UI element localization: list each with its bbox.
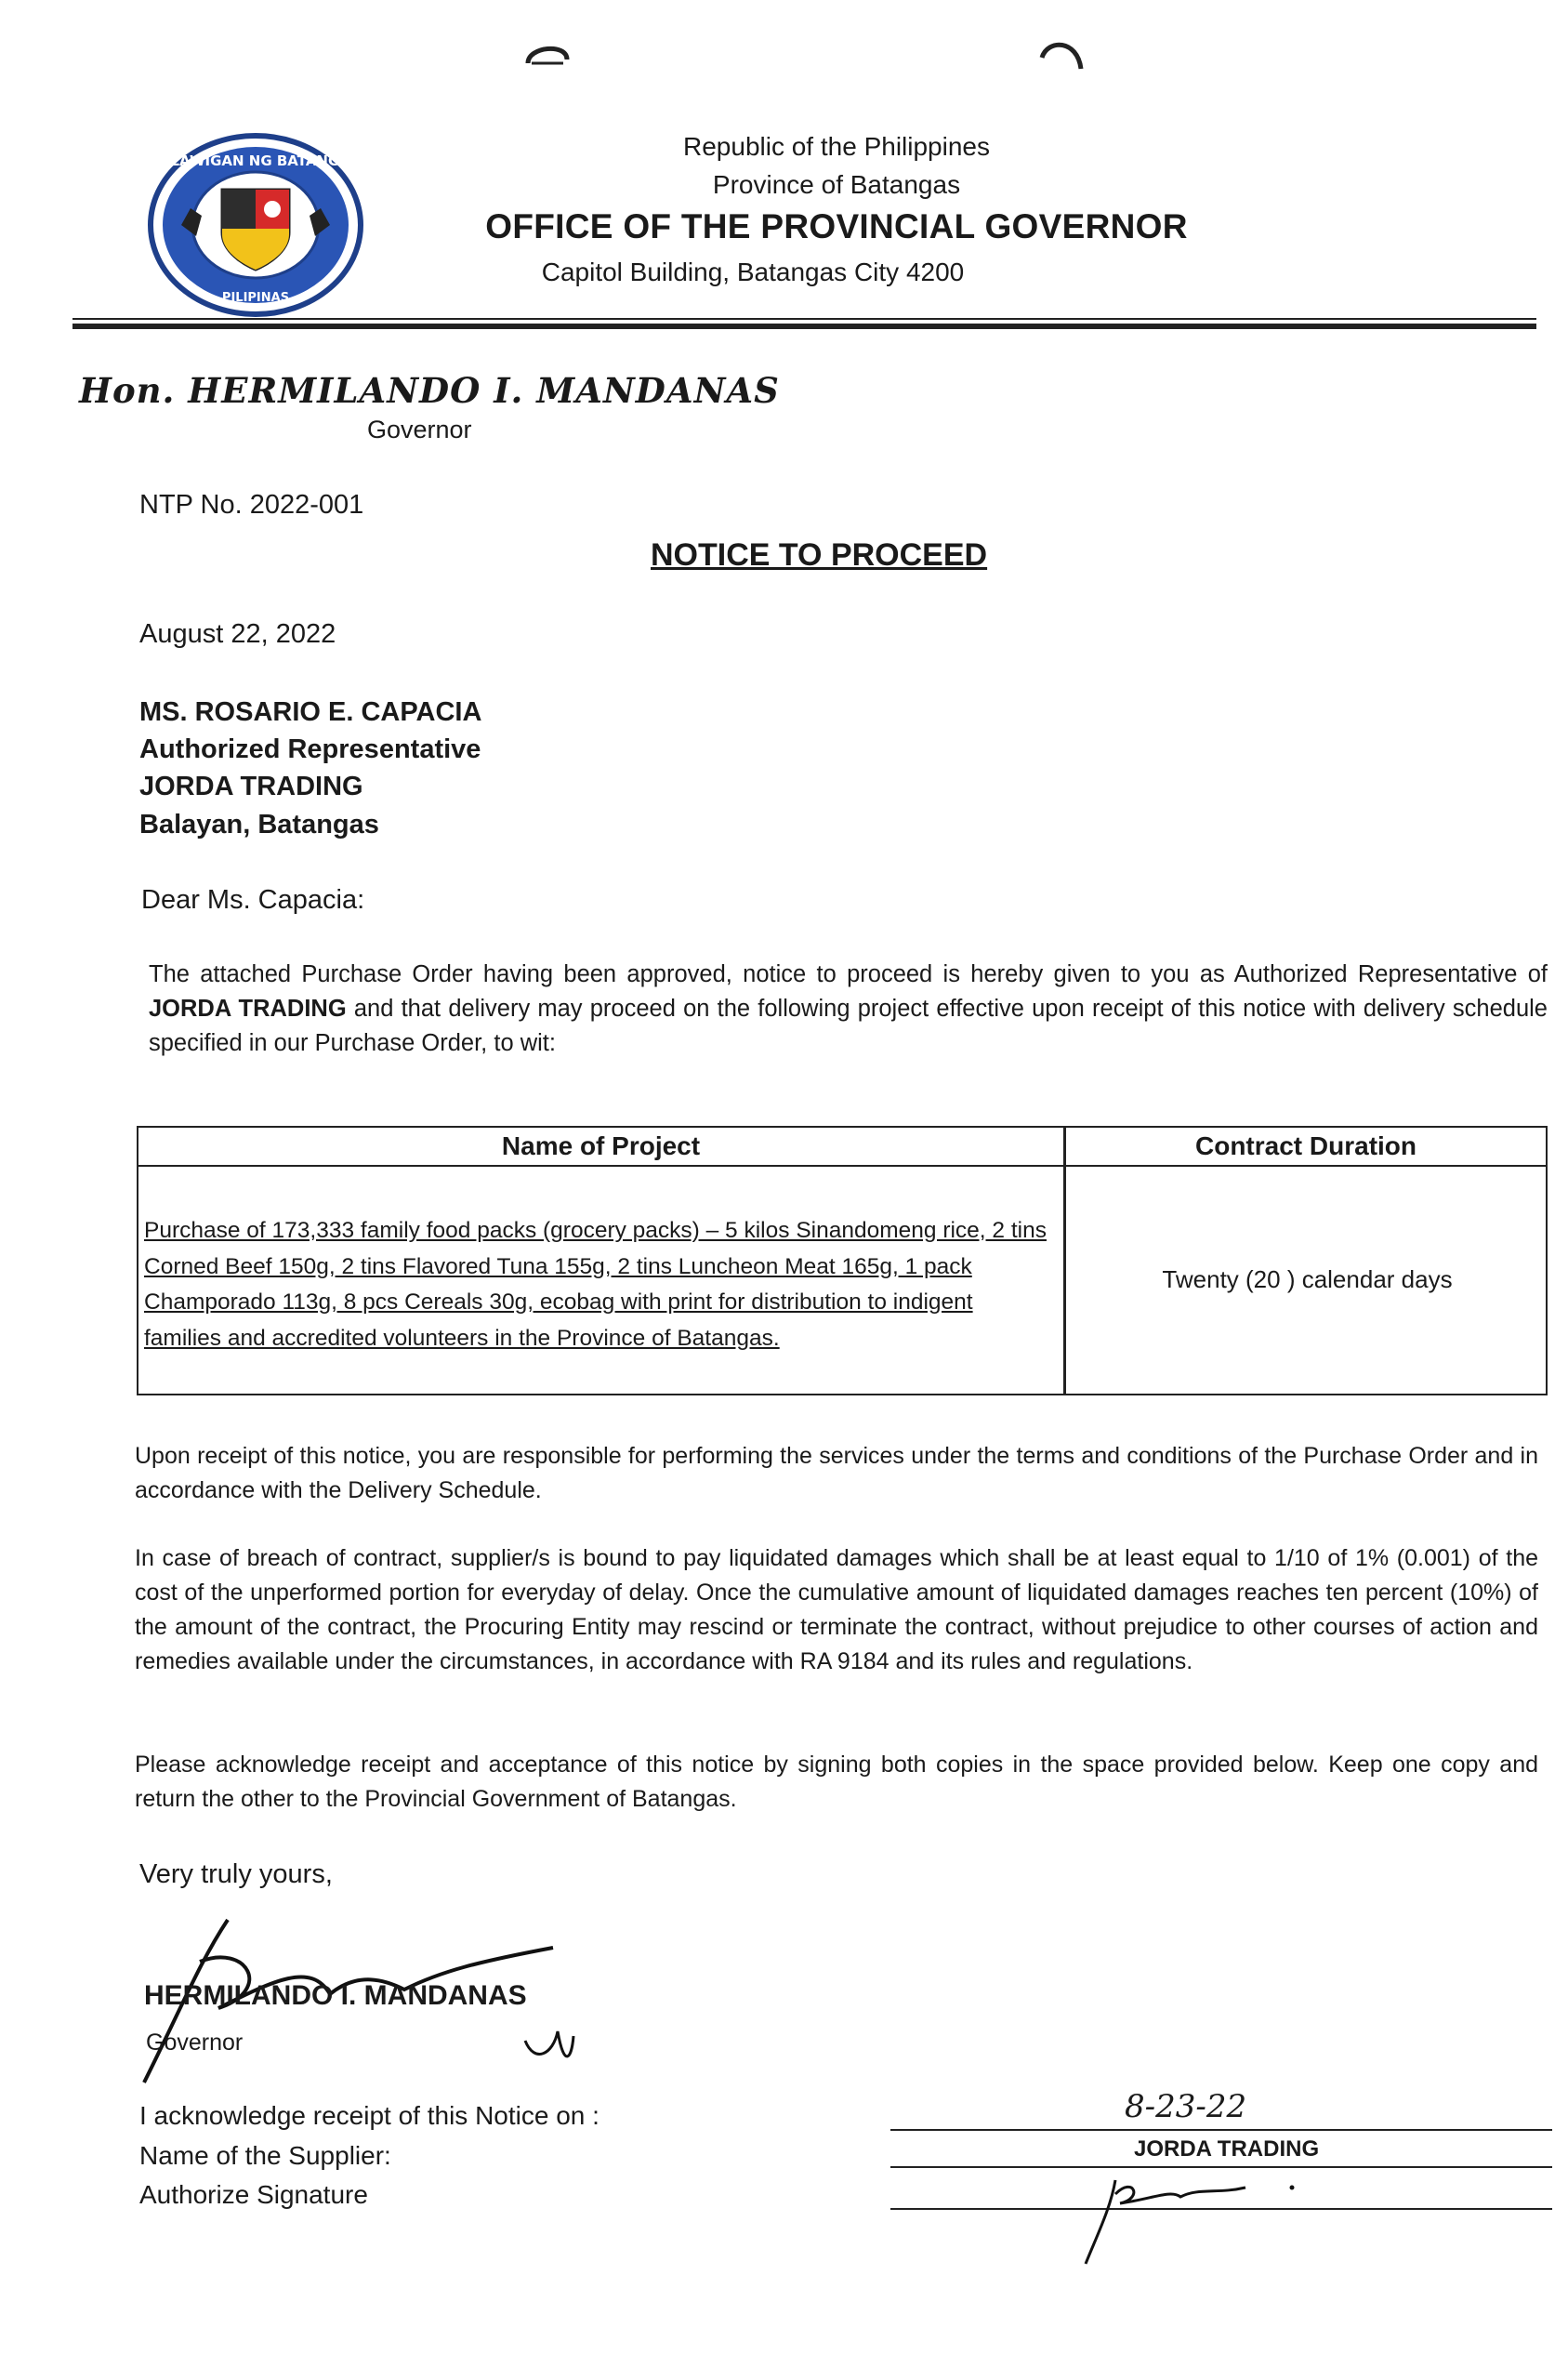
provincial-seal-logo <box>144 132 367 318</box>
ntp-number: NTP No. 2022-001 <box>139 490 364 520</box>
header-office-title: OFFICE OF THE PROVINCIAL GOVERNOR <box>485 207 1188 245</box>
date-line <box>890 2129 1552 2131</box>
ack-supplier-label: Name of the Supplier: <box>139 2141 391 2170</box>
header-address: Capitol Building, Batangas City 4200 <box>541 258 965 286</box>
intro-paragraph <box>149 958 1548 1061</box>
acknowledge-paragraph: Please acknowledge receipt and acceptance of this notice by signing both copies in the space provided below. Keep one copy and return the other to the Provincial Government of Batangas. <box>135 1752 1538 1812</box>
punch-hole-right <box>1036 35 1087 73</box>
punch-hole-left <box>522 35 573 73</box>
table-cell-project: Purchase of 173,333 family food packs (grocery packs) – 5 kilos Sinandomeng rice, 2 tins Corned Beef 150g, 2 tins Flavored Tuna 155g, 2 tins Luncheon Meat 165g, 1 pack Champorado 113g, 8 pcs Cereals 30g, ecobag with print for distribution to indigent families and accredited volunteers in the Province of Batangas. <box>144 1218 1047 1351</box>
table-divider <box>1063 1128 1066 1394</box>
table-cell-duration: Twenty (20 ) calendar days <box>1162 1265 1453 1293</box>
damages-paragraph: In case of breach of contract, supplier/s is bound to pay liquidated damages which shall be at least equal to 1/10 of 1% (0.001) of the cost of the unperformed portion for everyday of delay. Once the cumulative amount of liquidated damages reaches ten percent (10%) of the amount of the contract, the Procuring Entity may rescind or terminate the contract, without prejudice to other courses of action and remedies available under the circumstances, in accordance with RA 9184 and its rules and regulations. <box>135 1545 1538 1674</box>
governor-title: Governor <box>367 416 472 443</box>
notice-date: August 22, 2022 <box>139 619 336 649</box>
salutation: Dear Ms. Capacia: <box>141 885 365 915</box>
responsibility-paragraph: Upon receipt of this notice, you are responsible for performing the services under the terms and conditions of the Purchase Order and in accordance with the Delivery Schedule. <box>135 1443 1538 1503</box>
table-header-duration: Contract Duration <box>1066 1128 1546 1167</box>
seal-text-bottom: PILIPINAS <box>221 291 290 305</box>
header-republic: Republic of the Philippines <box>683 132 990 161</box>
signer-name: HERMILANDO I. MANDANAS <box>144 1980 527 2011</box>
valediction: Very truly yours, <box>139 1859 333 1889</box>
recipient-position: Authorized Representative <box>139 734 481 764</box>
ack-signature-label: Authorize Signature <box>139 2180 368 2209</box>
recipient-name: MS. ROSARIO E. CAPACIA <box>139 697 482 727</box>
recipient-location: Balayan, Batangas <box>139 810 379 840</box>
signer-title: Governor <box>146 2030 244 2056</box>
intro-text-pre: The attached Purchase Order having been approved, notice to proceed is hereby given to you as Authorized Representative of <box>149 961 1548 987</box>
supplier-line <box>890 2166 1552 2168</box>
project-table <box>137 1126 1548 1395</box>
header-rule-thin <box>72 318 1536 320</box>
intro-company: JORDA TRADING <box>149 996 347 1022</box>
governor-name: Hon. HERMILANDO I. MANDANAS <box>79 370 780 411</box>
header-rule-thick <box>72 324 1536 329</box>
table-header-project: Name of Project <box>138 1128 1063 1167</box>
seal-text-top: LALAWIGAN NG BATANGAS <box>151 152 361 169</box>
recipient-company: JORDA TRADING <box>139 772 363 801</box>
supplier-name-value: JORDA TRADING <box>1134 2136 1320 2162</box>
intro-text-post: and that delivery may proceed on the following project effective upon receipt of this notice with delivery schedule specified in our Purchase Order, to wit: <box>149 996 1548 1056</box>
supplier-signature <box>1069 2171 1329 2273</box>
notice-title: NOTICE TO PROCEED <box>651 537 988 573</box>
ack-date-value: 8-23-22 <box>1125 2088 1247 2125</box>
header-province: Province of Batangas <box>712 170 961 199</box>
ack-receipt-label: I acknowledge receipt of this Notice on : <box>139 2101 600 2130</box>
